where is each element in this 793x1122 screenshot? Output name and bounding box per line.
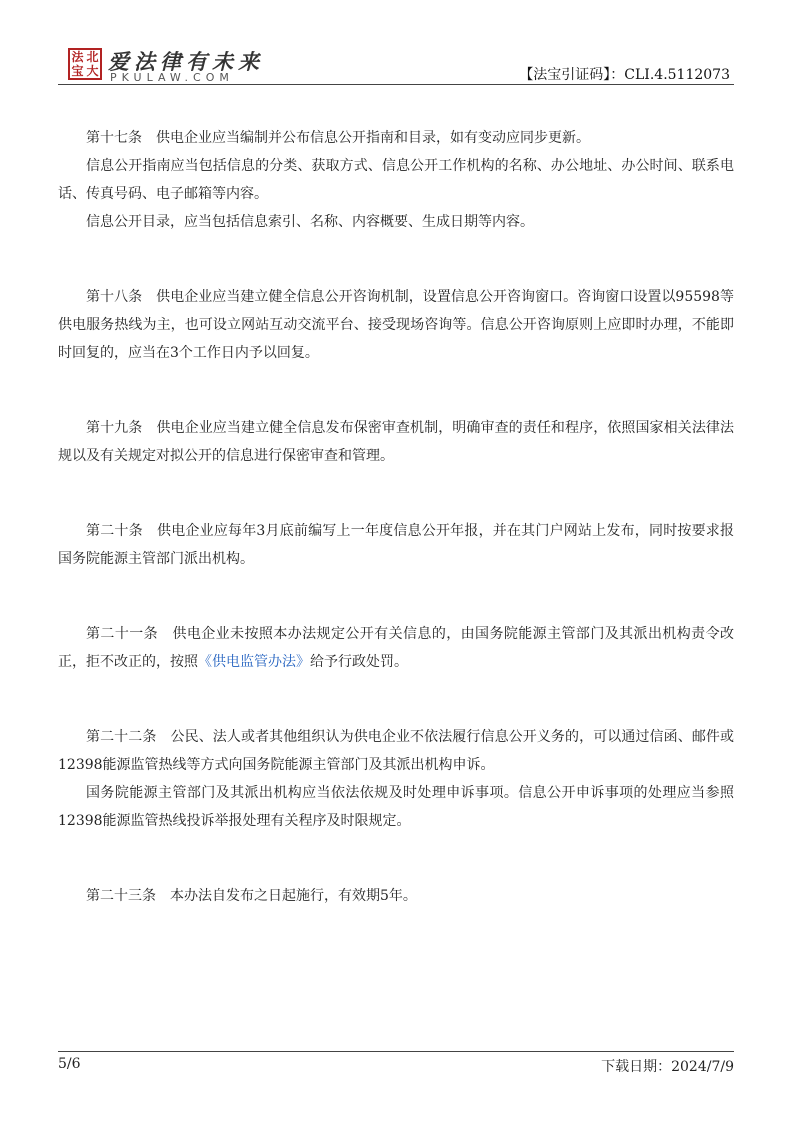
document-body (58, 124, 734, 910)
article-21-para-1 (58, 620, 734, 676)
logo-char-2: 北 (86, 50, 99, 64)
article-17-para-3: 信息公开目录，应当包括信息索引、名称、内容概要、生成日期等内容。 (86, 214, 534, 230)
article-21-text-before: 第二十一条 供电企业未按照本办法规定公开有关信息的，由国务院能源主管部门及其派出机构责令改正，拒不改正的，按照 (58, 626, 734, 670)
pkulaw-seal-logo (68, 48, 102, 80)
article-21-text-after: 给予行政处罚。 (310, 654, 408, 670)
header-divider (58, 84, 734, 85)
regulation-link[interactable]: 《供电监管办法》 (198, 654, 310, 670)
paragraph-gap (58, 676, 734, 723)
paragraph-gap (58, 236, 734, 283)
logo-char-4: 大 (86, 64, 99, 78)
article-17-para-1: 第十七条 供电企业应当编制并公布信息公开指南和目录，如有变动应同步更新。 (86, 130, 590, 146)
article-22-para-2: 国务院能源主管部门及其派出机构应当依法依规及时处理申诉事项。信息公开申诉事项的处理应当参照12398能源监管热线投诉举报处理有关程序及时限规定。 (58, 785, 734, 829)
download-date: 下载日期：2024/7/9 (601, 1059, 734, 1075)
paragraph-gap (58, 573, 734, 620)
article-20-para-1: 第二十条 供电企业应每年3月底前编写上一年度信息公开年报，并在其门户网站上发布，同时按要求报国务院能源主管部门派出机构。 (58, 523, 734, 567)
citation-code: 【法宝引证码】：CLI.4.5112073 (519, 67, 730, 83)
article-17-para-2: 信息公开指南应当包括信息的分类、获取方式、信息公开工作机构的名称、办公地址、办公时间、联系电话、传真号码、电子邮箱等内容。 (58, 158, 734, 202)
logo-slogan: 爱法律有未来 (108, 49, 264, 74)
logo-char-3: 宝 (71, 64, 84, 78)
page-header (58, 44, 734, 86)
footer-divider (58, 1051, 734, 1052)
article-19-para-1: 第十九条 供电企业应当建立健全信息发布保密审查机制，明确审查的责任和程序，依照国家相关法律法规以及有关规定对拟公开的信息进行保密审查和管理。 (58, 420, 734, 464)
article-18-para-1: 第十八条 供电企业应当建立健全信息公开咨询机制，设置信息公开咨询窗口。咨询窗口设置以95598等供电服务热线为主，也可设立网站互动交流平台、接受现场咨询等。信息公开咨询原则上应即时办理，不能即时回复的，应当在3个工作日内予以回复。 (58, 289, 734, 361)
logo-char-1: 法 (71, 50, 84, 64)
logo-url: PKULAW.COM (110, 71, 234, 84)
page-number: 5/6 (58, 1056, 81, 1072)
article-23-para-1: 第二十三条 本办法自发布之日起施行，有效期5年。 (86, 888, 417, 904)
article-22-para-1: 第二十二条 公民、法人或者其他组织认为供电企业不依法履行信息公开义务的，可以通过信函、邮件或12398能源监管热线等方式向国务院能源主管部门及其派出机构申诉。 (58, 729, 734, 773)
paragraph-gap (58, 835, 734, 882)
paragraph-gap (58, 367, 734, 414)
paragraph-gap (58, 470, 734, 517)
